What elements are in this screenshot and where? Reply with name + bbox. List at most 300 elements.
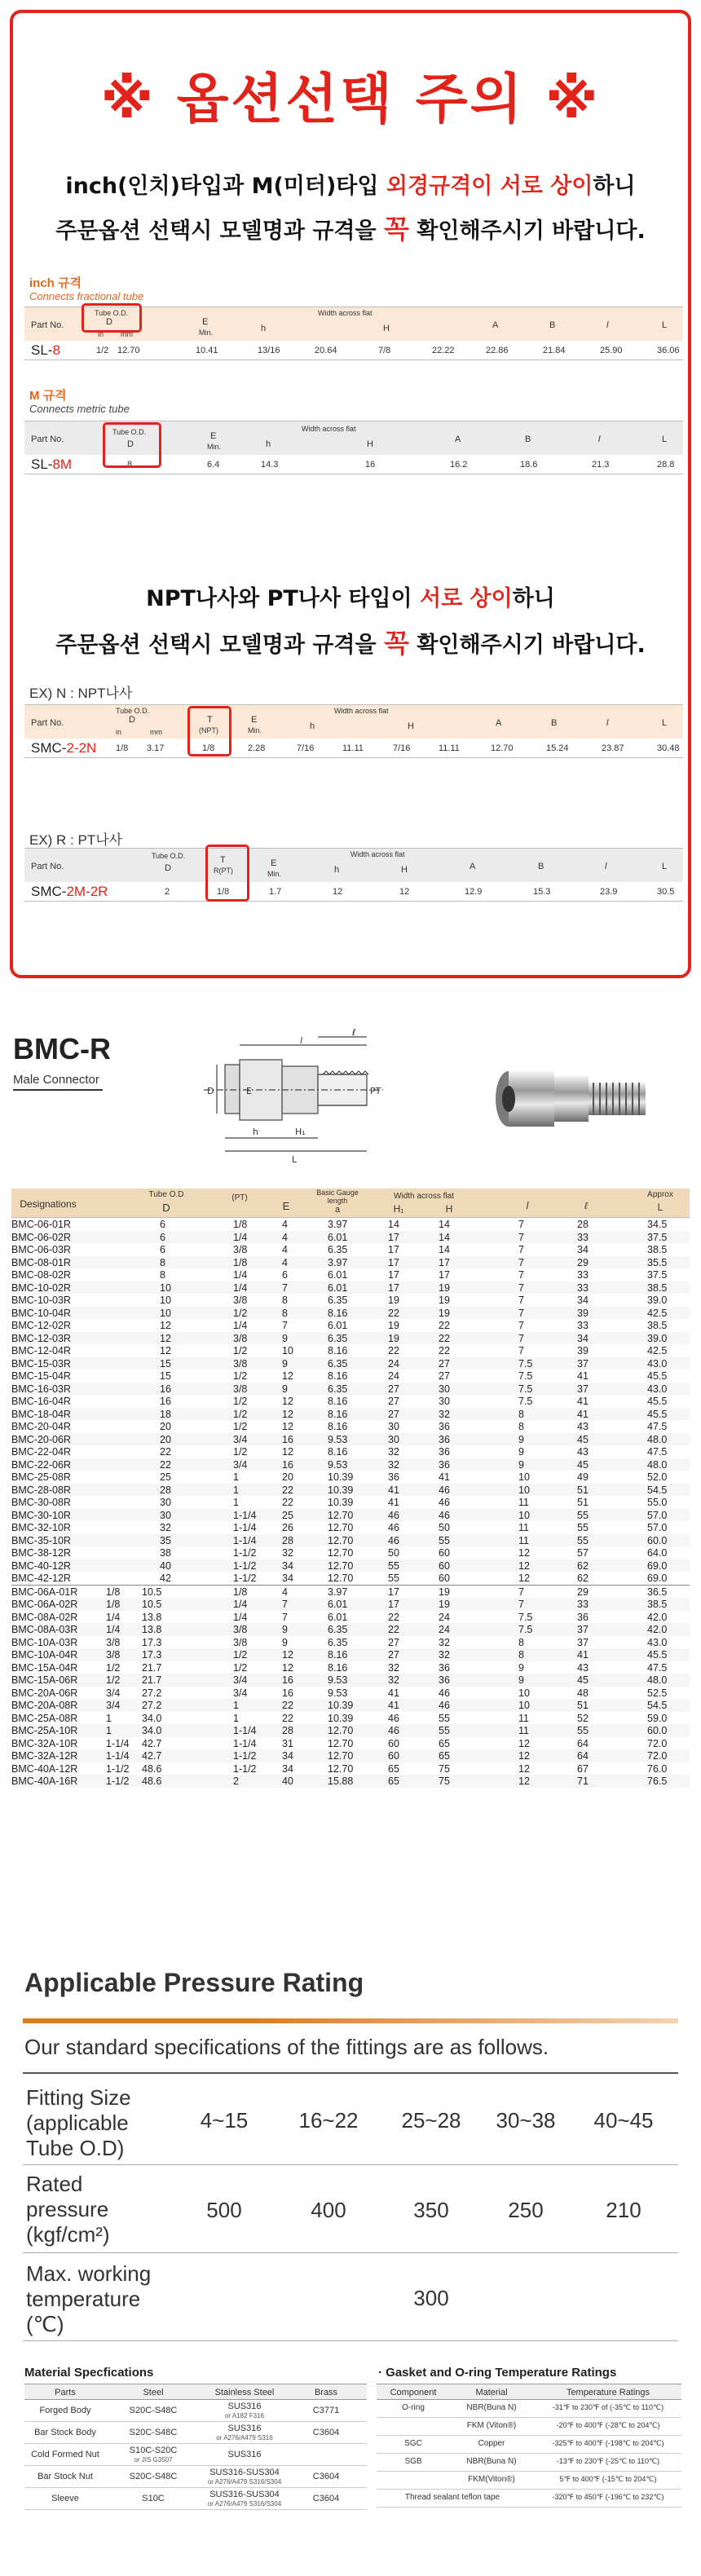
gasket-cell: NBR(Buna N) xyxy=(466,2403,517,2412)
gasket-row xyxy=(377,2436,681,2454)
designation-cell: 17 xyxy=(388,1281,399,1294)
designation-cell: 46 xyxy=(439,1687,450,1699)
pt-example-label: EX) R : PT나사 xyxy=(29,832,123,848)
designation-cell: 8.16 xyxy=(328,1345,348,1356)
designation-cell: 12 xyxy=(282,1421,293,1432)
designation-cell: 29 xyxy=(577,1586,589,1598)
designation-cell: 75 xyxy=(439,1775,450,1787)
designation-cell: 45 xyxy=(577,1674,589,1686)
designation-cell: 57.0 xyxy=(647,1509,668,1521)
designation-cell: 6 xyxy=(282,1269,288,1281)
designation-cell: 19 xyxy=(439,1586,450,1598)
designation-cell: 8.16 xyxy=(328,1307,348,1319)
designation-cell: 64.0 xyxy=(647,1547,668,1559)
designation-cell: 1 xyxy=(233,1700,239,1711)
designation-cell: 32 xyxy=(282,1547,293,1559)
designation-cell: 28 xyxy=(282,1534,293,1546)
designation-cell: 7.5 xyxy=(518,1370,533,1382)
designation-cell: 38.5 xyxy=(647,1244,668,1255)
designation-cell: 36 xyxy=(577,1611,589,1623)
notice-line-4: 주문옵션 선택시 모델명과 규격을 꼭 확인해주시기 바랍니다. xyxy=(55,628,646,659)
material-cell: or A276/A479 S316 xyxy=(216,2434,273,2441)
notice-line-2: 주문옵션 선택시 모델명과 규격을 꼭 확인해주시기 바랍니다. xyxy=(55,214,646,245)
material-cell: C3604 xyxy=(312,2428,340,2437)
designation-cell: 19 xyxy=(388,1332,399,1344)
designation-cell: 41 xyxy=(388,1700,399,1711)
designation-cell: 22 xyxy=(160,1446,171,1458)
designation-cell: 12 xyxy=(518,1762,530,1775)
material-cell: C3604 xyxy=(312,2472,340,2481)
designation-cell: 1 xyxy=(233,1497,239,1508)
designation-cell: 8 xyxy=(518,1421,524,1432)
metric-od-highlight xyxy=(103,422,161,468)
designation-cell: BMC-10-04R xyxy=(11,1307,71,1319)
designation-cell: 32 xyxy=(388,1458,399,1471)
designation-cell: 3/8 xyxy=(233,1332,248,1344)
designation-cell: BMC-30-10R xyxy=(11,1509,71,1521)
designation-cell: 32 xyxy=(439,1649,450,1661)
designation-cell: 52 xyxy=(577,1712,589,1724)
designation-cell: 46 xyxy=(388,1509,399,1521)
designation-cell: 7 xyxy=(518,1599,524,1610)
designation-cell: 43.0 xyxy=(647,1636,668,1648)
designation-cell: 36 xyxy=(439,1433,450,1445)
designation-cell: 41 xyxy=(577,1649,589,1661)
designation-cell: 48.0 xyxy=(647,1433,668,1445)
designation-cell: 10.39 xyxy=(328,1471,354,1483)
designation-cell: 12 xyxy=(518,1573,530,1584)
designation-cell: 48.6 xyxy=(142,1762,162,1775)
designation-cell: 1-1/4 xyxy=(233,1725,257,1736)
designation-cell: 22 xyxy=(282,1712,293,1724)
designation-cell: BMC-06-01R xyxy=(11,1219,71,1230)
designation-cell: 1/4 xyxy=(233,1599,248,1610)
designation-cell: 1-1/2 xyxy=(233,1762,257,1775)
dim-ell-label: ℓ xyxy=(352,1029,356,1038)
designation-cell: 50 xyxy=(439,1522,450,1533)
designation-cell: BMC-10-03R xyxy=(11,1295,71,1306)
designation-cell: 9 xyxy=(282,1383,288,1395)
designation-cell: 1-1/4 xyxy=(233,1509,257,1521)
designation-cell: 71 xyxy=(577,1775,589,1787)
designation-cell: 19 xyxy=(388,1295,399,1306)
designation-cell: 65 xyxy=(388,1775,399,1787)
designation-cell: 12 xyxy=(160,1332,171,1344)
designation-cell: 1/2 xyxy=(106,1674,121,1686)
designation-row xyxy=(11,1623,690,1636)
designation-cell: 22 xyxy=(388,1307,399,1319)
designation-cell: 2 xyxy=(233,1775,239,1787)
designation-cell: 8 xyxy=(160,1256,165,1268)
designation-cell: 16 xyxy=(282,1433,293,1445)
designation-cell: BMC-20A-06R xyxy=(11,1687,78,1699)
designation-cell: 1/2 xyxy=(233,1421,248,1432)
designation-row xyxy=(11,1256,690,1269)
pressure-row-size: Fitting Size (applicable Tube O.D) 4~15 16~22 25~28 30~38 40~45 xyxy=(23,2074,678,2165)
designation-cell: 12 xyxy=(160,1345,171,1356)
designation-cell: 30 xyxy=(160,1497,171,1508)
designation-row xyxy=(11,1471,690,1484)
designation-cell: 8.16 xyxy=(328,1649,348,1661)
designation-cell: 27 xyxy=(439,1370,450,1382)
designation-cell: 60.0 xyxy=(647,1725,668,1736)
designation-row xyxy=(11,1383,690,1396)
designation-cell: 6.35 xyxy=(328,1244,348,1255)
designation-row xyxy=(11,1281,690,1295)
designation-cell: 1-1/2 xyxy=(233,1547,257,1559)
designation-row xyxy=(11,1433,690,1446)
designation-cell: 11 xyxy=(518,1497,529,1508)
designation-cell: 55 xyxy=(439,1534,450,1546)
designation-cell: 34 xyxy=(282,1573,293,1584)
designation-cell: 24 xyxy=(388,1370,399,1382)
designation-cell: 60 xyxy=(439,1559,450,1572)
designation-row xyxy=(11,1521,690,1534)
designation-cell: 27 xyxy=(388,1383,399,1395)
designation-cell: 6.01 xyxy=(328,1320,348,1331)
designation-cell: 1-1/4 xyxy=(106,1750,130,1762)
designation-cell: 34.0 xyxy=(142,1712,162,1724)
designation-cell: BMC-40A-12R xyxy=(11,1762,78,1775)
dim-pt-label: PT xyxy=(370,1086,381,1096)
dim-d-label: D xyxy=(207,1086,214,1096)
designation-cell: 45.5 xyxy=(647,1370,668,1382)
designation-row xyxy=(11,1268,690,1281)
designation-cell: 17 xyxy=(388,1269,399,1281)
designation-cell: 7.5 xyxy=(518,1383,533,1395)
designation-cell: 27.2 xyxy=(142,1687,162,1699)
gasket-cell: Thread sealant teflon tape xyxy=(404,2493,500,2502)
designation-cell: 1-1/4 xyxy=(233,1522,257,1533)
designation-cell: 7 xyxy=(518,1332,524,1344)
designation-cell: 39.0 xyxy=(647,1332,668,1344)
designation-cell: 4 xyxy=(282,1219,288,1230)
designation-cell: 3/4 xyxy=(233,1687,248,1699)
designation-cell: 10 xyxy=(518,1471,530,1483)
designation-row xyxy=(11,1674,690,1687)
designation-cell: 42.7 xyxy=(142,1750,162,1762)
designation-cell: 3/4 xyxy=(106,1687,121,1699)
designation-cell: 45.5 xyxy=(647,1408,668,1420)
designation-cell: 9 xyxy=(282,1624,288,1635)
designation-cell: 6.01 xyxy=(328,1269,348,1281)
designation-row xyxy=(11,1775,690,1788)
inch-spec-row: SL-8 1/2 12.70 10.41 13/16 20.64 7/8 22.22 22.86 21.84 25.90 36.06 xyxy=(24,341,683,360)
designation-cell: 17 xyxy=(388,1599,399,1610)
designations-inch-rows xyxy=(11,1586,690,1788)
designation-cell: 7 xyxy=(518,1281,524,1294)
designation-cell: 28 xyxy=(160,1484,171,1496)
designation-cell: BMC-06-03R xyxy=(11,1244,71,1255)
designation-cell: 3/4 xyxy=(106,1700,121,1711)
designation-cell: 41 xyxy=(439,1471,450,1483)
gasket-row xyxy=(377,2472,681,2490)
designation-cell: 48.0 xyxy=(647,1674,668,1686)
designation-cell: 52.0 xyxy=(647,1471,668,1483)
designation-row xyxy=(11,1243,690,1256)
gasket-row xyxy=(377,2454,681,2472)
designation-cell: 17.3 xyxy=(142,1636,162,1648)
designation-cell: 28 xyxy=(282,1725,293,1736)
designation-cell: 12 xyxy=(518,1547,530,1559)
designation-cell: 39 xyxy=(577,1345,589,1356)
designation-cell: 9.53 xyxy=(328,1674,348,1686)
designation-cell: BMC-15A-06R xyxy=(11,1674,78,1686)
designation-row xyxy=(11,1724,690,1737)
notice-title: ※ 옵션선택 주의 ※ xyxy=(100,68,601,130)
material-cell: or A276/A479 S316/S304 xyxy=(207,2478,282,2486)
designation-cell: 39 xyxy=(577,1307,589,1319)
npt-spec-table: Part No. Tube O.D. D in mm T (NPT) E Min. Width across flat h H A B l L SMC-2-2N 1/8 3.17 1/8 2.28 7/16 11.11 7/16 11.11 12.70 15.24 23.87 30.48 xyxy=(24,704,683,758)
designation-row xyxy=(11,1218,690,1231)
designation-cell: 10 xyxy=(160,1295,171,1306)
designation-cell: 52.5 xyxy=(647,1687,668,1699)
designation-cell: 32 xyxy=(388,1661,399,1674)
designation-cell: 32 xyxy=(388,1674,399,1686)
designation-cell: 41 xyxy=(577,1370,589,1382)
material-cell: Forged Body xyxy=(39,2406,91,2415)
dim-h1-label: H₁ xyxy=(295,1127,306,1137)
gasket-cell: SGB xyxy=(404,2457,422,2466)
designation-cell: 1/4 xyxy=(233,1611,248,1623)
designation-cell: 21.7 xyxy=(142,1674,162,1686)
gasket-row xyxy=(377,2418,681,2436)
designation-cell: BMC-22-04R xyxy=(11,1446,71,1458)
designation-cell: 26 xyxy=(282,1522,293,1533)
designation-row xyxy=(11,1332,690,1345)
gasket-cell: FKM(Viton®) xyxy=(468,2475,515,2484)
designation-cell: 35 xyxy=(160,1534,171,1546)
designation-cell: BMC-42-12R xyxy=(11,1573,71,1584)
material-cell: S20C-S48C xyxy=(129,2472,178,2481)
designation-cell: 1/2 xyxy=(233,1345,248,1356)
designation-cell: 17 xyxy=(388,1244,399,1255)
designation-row xyxy=(11,1546,690,1559)
designation-cell: 10.5 xyxy=(142,1586,162,1598)
designation-cell: 27 xyxy=(388,1408,399,1420)
designation-cell: 3/8 xyxy=(233,1624,248,1635)
material-cell: S20C-S48C xyxy=(129,2406,178,2415)
designation-cell: 54.5 xyxy=(647,1484,668,1496)
designation-cell: BMC-32-10R xyxy=(11,1522,71,1533)
designation-cell: 7.5 xyxy=(518,1357,533,1370)
metric-spec-label: M 규격 xyxy=(29,389,67,403)
designation-cell: 24 xyxy=(439,1611,450,1623)
designation-cell: 7.5 xyxy=(518,1396,533,1407)
designation-cell: 60 xyxy=(388,1750,399,1762)
designation-cell: 30 xyxy=(388,1433,399,1445)
designation-row xyxy=(11,1737,690,1750)
designation-cell: 13.8 xyxy=(142,1611,162,1623)
designation-cell: 3/4 xyxy=(233,1458,248,1471)
designation-cell: 6 xyxy=(160,1231,165,1243)
designation-cell: 8.16 xyxy=(328,1661,348,1674)
designation-cell: 12 xyxy=(160,1320,171,1331)
designation-cell: 9 xyxy=(282,1332,288,1344)
designation-cell: 27 xyxy=(388,1396,399,1407)
product-title-rule xyxy=(13,1089,103,1091)
designation-cell: 45.5 xyxy=(647,1396,668,1407)
designation-cell: 31 xyxy=(282,1737,293,1749)
metric-spec-sub: Connects metric tube xyxy=(29,403,130,415)
designation-cell: 36 xyxy=(388,1471,399,1483)
designation-cell: 42.5 xyxy=(647,1345,668,1356)
designation-cell: 36 xyxy=(439,1661,450,1674)
designation-row xyxy=(11,1370,690,1383)
designation-cell: 12 xyxy=(282,1370,293,1382)
designation-cell: 18 xyxy=(160,1408,171,1420)
designation-cell: 1 xyxy=(106,1725,112,1736)
designation-cell: 9 xyxy=(518,1433,524,1445)
designation-cell: 15 xyxy=(160,1357,171,1370)
material-row xyxy=(24,2400,367,2422)
designation-cell: 45 xyxy=(577,1458,589,1471)
designation-cell: 41 xyxy=(388,1484,399,1496)
designation-cell: 1/8 xyxy=(106,1599,121,1610)
gasket-title: · Gasket and O-ring Temperature Ratings xyxy=(378,2366,617,2380)
designation-cell: 65 xyxy=(439,1750,450,1762)
designation-cell: BMC-20A-08R xyxy=(11,1700,78,1711)
designation-cell: BMC-32A-10R xyxy=(11,1737,78,1749)
designation-cell: 36 xyxy=(439,1458,450,1471)
product-photo xyxy=(486,1052,665,1149)
designation-cell: 48.0 xyxy=(647,1458,668,1471)
designation-cell: 3/8 xyxy=(106,1636,121,1648)
designation-cell: 8 xyxy=(518,1408,524,1420)
inch-od-highlight xyxy=(82,303,142,333)
pressure-table xyxy=(23,2072,678,2341)
designation-row xyxy=(11,1636,690,1649)
designation-cell: 12 xyxy=(282,1396,293,1407)
designation-cell: 33 xyxy=(577,1599,589,1610)
designation-cell: 46 xyxy=(388,1712,399,1724)
designation-cell: 12.70 xyxy=(328,1750,354,1762)
designation-cell: 9 xyxy=(518,1446,524,1458)
designation-cell: 75 xyxy=(439,1762,450,1775)
designation-cell: 6.35 xyxy=(328,1636,348,1648)
pt-thread-highlight xyxy=(205,845,249,902)
designation-cell: 55 xyxy=(439,1725,450,1736)
designation-cell: 34 xyxy=(577,1295,589,1306)
designation-row xyxy=(11,1294,690,1307)
designation-cell: 21.7 xyxy=(142,1661,162,1674)
designation-row xyxy=(11,1762,690,1775)
designation-cell: 7 xyxy=(282,1611,288,1623)
designation-cell: 60 xyxy=(388,1737,399,1749)
designation-cell: 43.0 xyxy=(647,1357,668,1370)
designation-cell: 6.01 xyxy=(328,1231,348,1243)
designation-cell: 3/8 xyxy=(233,1295,248,1306)
designation-cell: 33 xyxy=(577,1269,589,1281)
designation-cell: 7 xyxy=(518,1244,524,1255)
designation-cell: 3.97 xyxy=(328,1586,348,1598)
designation-cell: 27 xyxy=(388,1636,399,1648)
designation-cell: 1/8 xyxy=(233,1219,248,1230)
designation-cell: BMC-08A-03R xyxy=(11,1624,78,1635)
material-cell: Cold Formed Nut xyxy=(31,2450,99,2459)
designation-cell: BMC-06A-02R xyxy=(11,1599,78,1610)
designation-cell: 55 xyxy=(388,1559,399,1572)
designation-row xyxy=(11,1395,690,1408)
designation-cell: 28 xyxy=(577,1219,589,1230)
designation-cell: 39.0 xyxy=(647,1295,668,1306)
designation-cell: 12.70 xyxy=(328,1522,354,1533)
designation-cell: 51 xyxy=(577,1484,589,1496)
designation-cell: 46 xyxy=(388,1522,399,1533)
designation-row xyxy=(11,1749,690,1762)
material-cell: S10C-S20C xyxy=(129,2446,178,2455)
material-cell: or A276/A479 S316/S304 xyxy=(207,2500,282,2508)
materials-title: Material Specfications xyxy=(24,2366,154,2380)
designation-cell: 69.0 xyxy=(647,1573,668,1584)
designation-cell: 10.5 xyxy=(142,1599,162,1610)
designation-cell: 12 xyxy=(282,1661,293,1674)
designation-cell: 15.88 xyxy=(328,1775,354,1787)
designation-cell: 10 xyxy=(282,1345,293,1356)
designation-cell: 29 xyxy=(577,1256,589,1268)
designation-cell: 37 xyxy=(577,1357,589,1370)
designation-cell: 7 xyxy=(518,1219,524,1230)
designation-cell: 1/2 xyxy=(233,1370,248,1382)
designation-row xyxy=(11,1319,690,1332)
designation-cell: 1-1/2 xyxy=(106,1775,130,1787)
designation-cell: BMC-22-06R xyxy=(11,1458,71,1471)
gasket-row xyxy=(377,2490,681,2508)
designation-cell: 25 xyxy=(282,1509,293,1521)
designation-cell: 6.35 xyxy=(328,1357,348,1370)
pressure-intro: Our standard specifications of the fittings are as follows. xyxy=(24,2035,549,2059)
designation-cell: 55.0 xyxy=(647,1497,668,1508)
designation-cell: 42.0 xyxy=(647,1624,668,1635)
designation-cell: 1/4 xyxy=(233,1231,248,1243)
material-cell: C3604 xyxy=(312,2494,340,2503)
designation-cell: 76.0 xyxy=(647,1762,668,1775)
designation-cell: 40 xyxy=(282,1775,293,1787)
designation-cell: 1/8 xyxy=(233,1586,248,1598)
designation-cell: BMC-15-03R xyxy=(11,1357,71,1370)
pressure-title-bar xyxy=(23,2018,678,2023)
designations-metric-rows xyxy=(11,1218,690,1585)
designation-cell: BMC-25-08R xyxy=(11,1471,71,1483)
designation-row xyxy=(11,1420,690,1433)
designation-cell: 22 xyxy=(282,1700,293,1711)
designation-cell: 45 xyxy=(577,1433,589,1445)
designation-cell: 46 xyxy=(388,1534,399,1546)
designation-cell: 55 xyxy=(388,1573,399,1584)
designation-cell: 19 xyxy=(439,1281,450,1294)
designation-cell: 30 xyxy=(160,1509,171,1521)
designation-cell: BMC-10A-04R xyxy=(11,1649,78,1661)
designation-cell: 46 xyxy=(439,1497,450,1508)
technical-drawing xyxy=(196,1029,399,1176)
designation-cell: 34 xyxy=(282,1762,293,1775)
designation-cell: 76.5 xyxy=(647,1775,668,1787)
designation-cell: 20 xyxy=(160,1421,171,1432)
designation-cell: 6 xyxy=(160,1219,165,1230)
designation-cell: 1 xyxy=(233,1471,239,1483)
gasket-cell: NBR(Buna N) xyxy=(466,2457,517,2466)
designation-row xyxy=(11,1357,690,1370)
designation-cell: 1/4 xyxy=(106,1624,121,1635)
designation-cell: 34 xyxy=(577,1332,589,1344)
designation-cell: 4 xyxy=(282,1256,288,1268)
designation-cell: 3/4 xyxy=(233,1433,248,1445)
designation-cell: 25 xyxy=(160,1471,171,1483)
designation-cell: 16 xyxy=(282,1674,293,1686)
designation-cell: 9 xyxy=(282,1357,288,1370)
designation-cell: 37 xyxy=(577,1636,589,1648)
metric-spec-table: Part No. Tube O.D. D E Min. Width across flat h H A B l L SL-8M 8 6.4 14.3 16 16.2 18.6 21.3 28.8 xyxy=(24,421,683,474)
